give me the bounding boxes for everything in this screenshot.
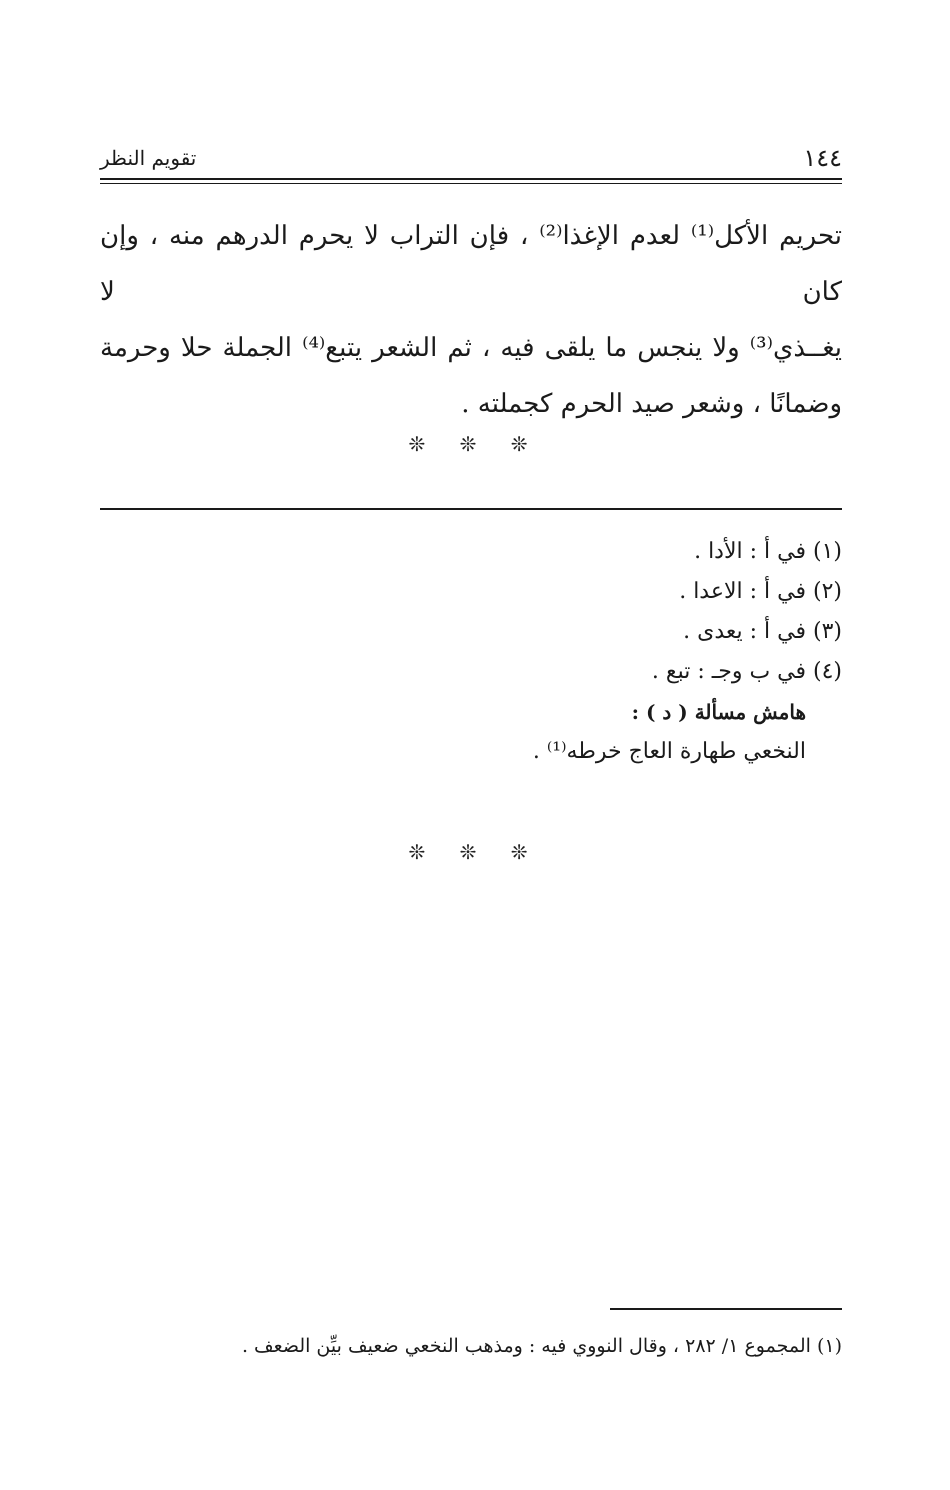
note-item: (٤) في ب وجـ : تبع . — [651, 659, 842, 684]
note-item: (٣) في أ : يعدى . — [683, 619, 842, 644]
notes-rule — [100, 508, 842, 510]
margin-text: النخعي طهارة العاج خرطه⁽¹⁾ . — [532, 739, 806, 764]
body-paragraph — [100, 208, 842, 432]
body-line: وضمانًا ، وشعر صيد الحرم كجملته . — [461, 389, 842, 419]
note-item: (١) في أ : الأدا . — [694, 539, 842, 564]
note-item: (٢) في أ : الاعدا . — [679, 579, 842, 604]
body-line: يغــذي⁽³⁾ ولا ينجس ما يلقى فيه ، ثم الشعر يتبع⁽⁴⁾ الجملة حلا وحرمة — [100, 333, 842, 363]
footnote: (١) المجموع ١/ ٢٨٢ ، وقال النووي فيه : ومذهب النخعي ضعيف بيِّن الضعف . — [241, 1335, 842, 1357]
footnote-rule — [610, 1308, 842, 1310]
section-separator: ❊ ❊ ❊ — [408, 840, 542, 864]
header-rule-thin — [100, 183, 842, 184]
page-header — [100, 140, 842, 176]
running-title: تقويم النظر — [100, 146, 197, 170]
body-line: تحريم الأكل⁽¹⁾ لعدم الإغذا⁽²⁾ ، فإن التراب لا يحرم الدرهم منه ، وإن كان لا — [100, 221, 842, 307]
margin-heading: هامش مسألة ( د ) : — [631, 700, 806, 724]
variant-notes — [242, 532, 842, 772]
page-number: ١٤٤ — [803, 144, 842, 172]
section-separator: ❊ ❊ ❊ — [408, 432, 542, 456]
header-rule — [100, 178, 842, 180]
